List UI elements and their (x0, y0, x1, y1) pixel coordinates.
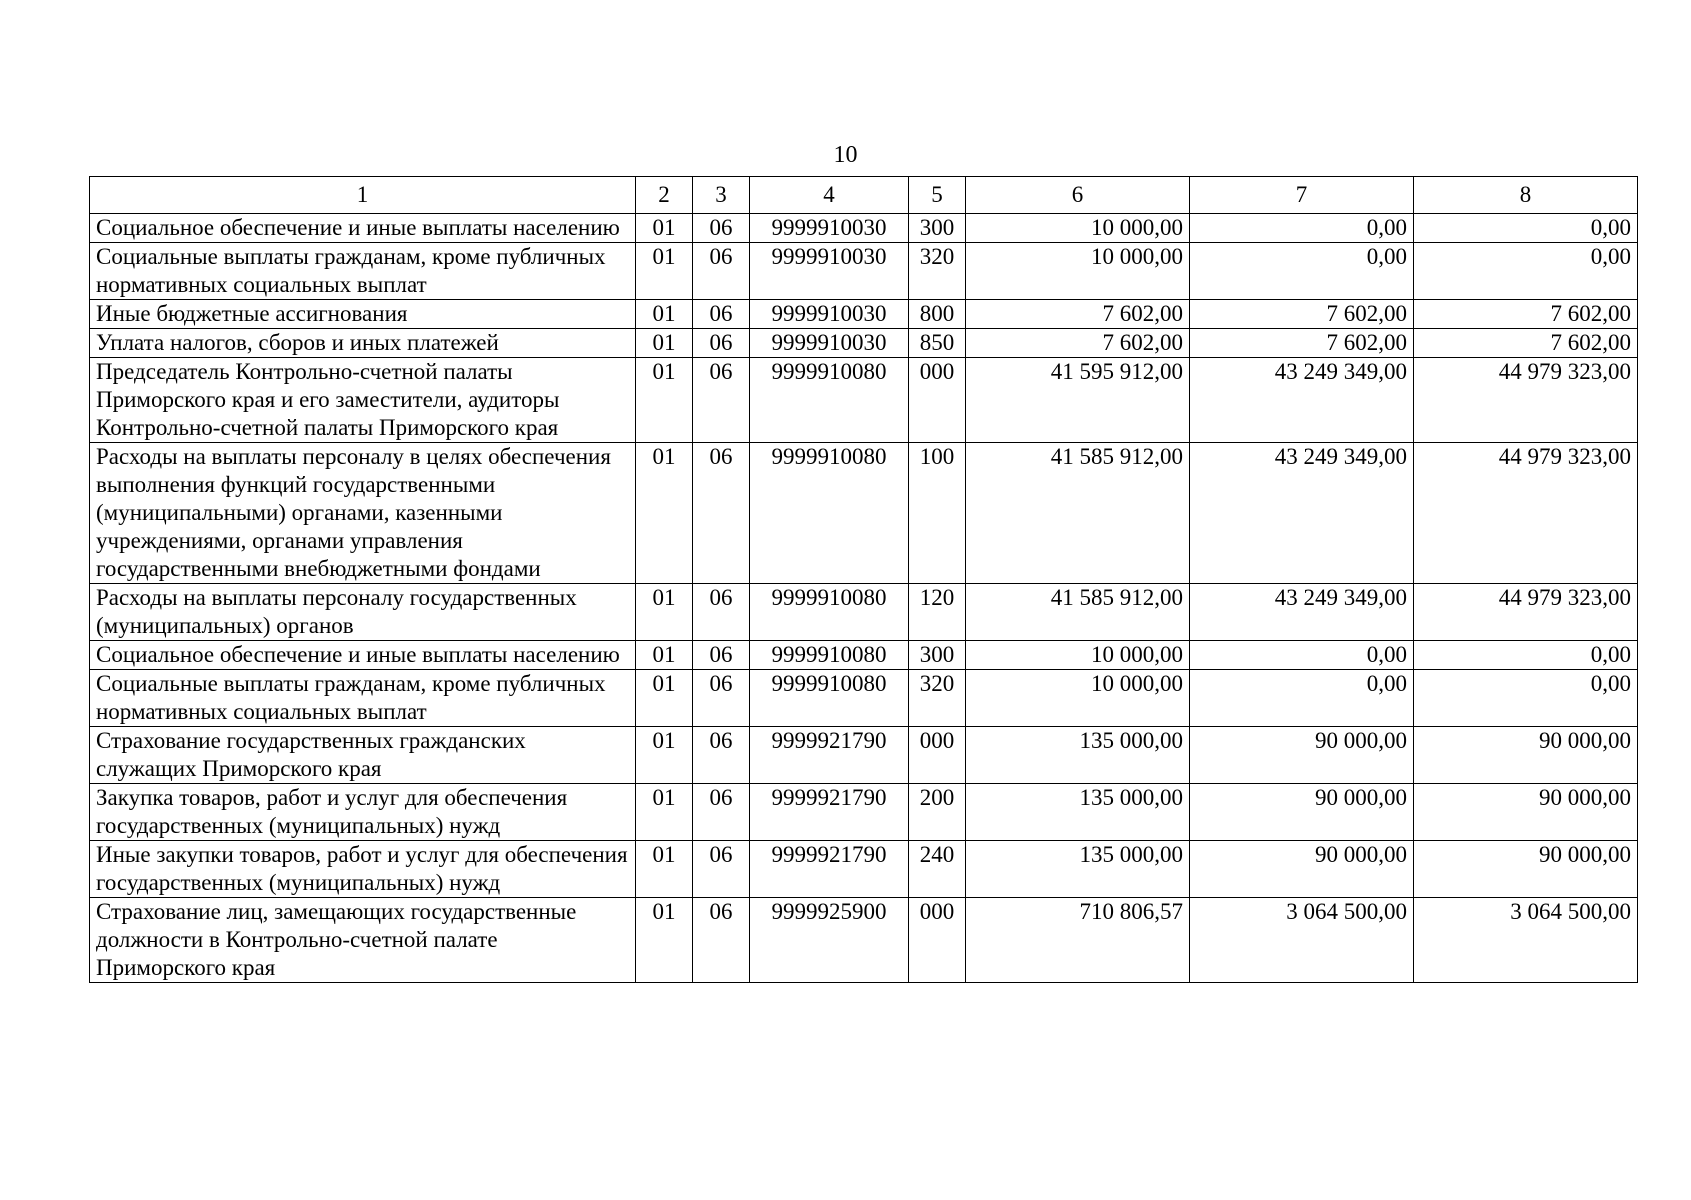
amount-col-8: 90 000,00 (1414, 727, 1638, 784)
target-article-code: 9999921790 (750, 841, 909, 898)
amount-col-7: 90 000,00 (1190, 784, 1414, 841)
target-article-code: 9999910080 (750, 670, 909, 727)
target-article-code: 9999921790 (750, 727, 909, 784)
amount-col-7: 43 249 349,00 (1190, 443, 1414, 584)
section-code: 01 (636, 358, 693, 443)
table-row (90, 641, 1638, 670)
item-name: Расходы на выплаты персоналу государственных (муниципальных) органов (90, 584, 636, 641)
subsection-code: 06 (693, 358, 750, 443)
expense-type-code: 000 (909, 898, 966, 983)
amount-col-8: 0,00 (1414, 243, 1638, 300)
item-name: Иные бюджетные ассигнования (90, 300, 636, 329)
amount-col-8: 90 000,00 (1414, 841, 1638, 898)
amount-col-8: 90 000,00 (1414, 784, 1638, 841)
header-cell: 1 (90, 177, 636, 214)
amount-col-8: 44 979 323,00 (1414, 584, 1638, 641)
header-cell: 3 (693, 177, 750, 214)
expense-type-code: 300 (909, 641, 966, 670)
table-row (90, 443, 1638, 584)
table-row (90, 898, 1638, 983)
amount-col-7: 0,00 (1190, 214, 1414, 243)
subsection-code: 06 (693, 329, 750, 358)
subsection-code: 06 (693, 641, 750, 670)
expense-type-code: 200 (909, 784, 966, 841)
section-code: 01 (636, 841, 693, 898)
amount-col-8: 7 602,00 (1414, 329, 1638, 358)
amount-col-6: 135 000,00 (966, 784, 1190, 841)
item-name: Социальное обеспечение и иные выплаты населению (90, 214, 636, 243)
section-code: 01 (636, 584, 693, 641)
subsection-code: 06 (693, 243, 750, 300)
header-cell: 7 (1190, 177, 1414, 214)
amount-col-8: 0,00 (1414, 214, 1638, 243)
amount-col-7: 7 602,00 (1190, 300, 1414, 329)
item-name: Уплата налогов, сборов и иных платежей (90, 329, 636, 358)
target-article-code: 9999910080 (750, 358, 909, 443)
section-code: 01 (636, 784, 693, 841)
target-article-code: 9999910030 (750, 300, 909, 329)
section-code: 01 (636, 329, 693, 358)
expense-type-code: 120 (909, 584, 966, 641)
subsection-code: 06 (693, 584, 750, 641)
amount-col-6: 7 602,00 (966, 329, 1190, 358)
item-name: Иные закупки товаров, работ и услуг для обеспечения государственных (муниципальных) нужд (90, 841, 636, 898)
target-article-code: 9999921790 (750, 784, 909, 841)
amount-col-6: 41 595 912,00 (966, 358, 1190, 443)
table-row (90, 727, 1638, 784)
target-article-code: 9999910080 (750, 443, 909, 584)
item-name: Социальные выплаты гражданам, кроме публичных нормативных социальных выплат (90, 243, 636, 300)
expense-type-code: 850 (909, 329, 966, 358)
section-code: 01 (636, 243, 693, 300)
expense-type-code: 320 (909, 670, 966, 727)
target-article-code: 9999910080 (750, 641, 909, 670)
target-article-code: 9999910080 (750, 584, 909, 641)
expense-type-code: 240 (909, 841, 966, 898)
amount-col-8: 3 064 500,00 (1414, 898, 1638, 983)
amount-col-7: 0,00 (1190, 641, 1414, 670)
subsection-code: 06 (693, 300, 750, 329)
item-name: Социальные выплаты гражданам, кроме публичных нормативных социальных выплат (90, 670, 636, 727)
expense-type-code: 320 (909, 243, 966, 300)
table-row (90, 243, 1638, 300)
table-row (90, 358, 1638, 443)
subsection-code: 06 (693, 670, 750, 727)
amount-col-6: 41 585 912,00 (966, 584, 1190, 641)
subsection-code: 06 (693, 443, 750, 584)
expense-type-code: 000 (909, 727, 966, 784)
amount-col-6: 10 000,00 (966, 641, 1190, 670)
expense-type-code: 000 (909, 358, 966, 443)
expense-type-code: 100 (909, 443, 966, 584)
item-name: Страхование лиц, замещающих государственные должности в Контрольно-счетной палате Приморского края (90, 898, 636, 983)
amount-col-7: 0,00 (1190, 243, 1414, 300)
table-row (90, 670, 1638, 727)
section-code: 01 (636, 214, 693, 243)
subsection-code: 06 (693, 214, 750, 243)
amount-col-6: 10 000,00 (966, 214, 1190, 243)
amount-col-6: 7 602,00 (966, 300, 1190, 329)
target-article-code: 9999910030 (750, 214, 909, 243)
item-name: Председатель Контрольно-счетной палаты Приморского края и его заместители, аудиторы Контрольно-счетной палаты Приморского края (90, 358, 636, 443)
table-row (90, 300, 1638, 329)
amount-col-8: 0,00 (1414, 641, 1638, 670)
amount-col-7: 3 064 500,00 (1190, 898, 1414, 983)
amount-col-7: 90 000,00 (1190, 727, 1414, 784)
item-name: Расходы на выплаты персоналу в целях обеспечения выполнения функций государственными (муниципальными) органами, казенными учреждениями, органами управления государственными внебюджетными фондами (90, 443, 636, 584)
amount-col-6: 135 000,00 (966, 841, 1190, 898)
header-cell: 5 (909, 177, 966, 214)
target-article-code: 9999925900 (750, 898, 909, 983)
target-article-code: 9999910030 (750, 243, 909, 300)
section-code: 01 (636, 641, 693, 670)
section-code: 01 (636, 300, 693, 329)
amount-col-6: 135 000,00 (966, 727, 1190, 784)
table-row (90, 784, 1638, 841)
section-code: 01 (636, 443, 693, 584)
amount-col-8: 7 602,00 (1414, 300, 1638, 329)
subsection-code: 06 (693, 898, 750, 983)
amount-col-6: 10 000,00 (966, 243, 1190, 300)
header-row (90, 177, 1638, 214)
amount-col-7: 43 249 349,00 (1190, 358, 1414, 443)
amount-col-6: 41 585 912,00 (966, 443, 1190, 584)
amount-col-8: 0,00 (1414, 670, 1638, 727)
expense-type-code: 800 (909, 300, 966, 329)
amount-col-8: 44 979 323,00 (1414, 443, 1638, 584)
subsection-code: 06 (693, 727, 750, 784)
header-cell: 6 (966, 177, 1190, 214)
page-number: 10 (833, 142, 858, 168)
amount-col-6: 10 000,00 (966, 670, 1190, 727)
subsection-code: 06 (693, 784, 750, 841)
amount-col-7: 0,00 (1190, 670, 1414, 727)
amount-col-7: 7 602,00 (1190, 329, 1414, 358)
header-cell: 8 (1414, 177, 1638, 214)
header-cell: 4 (750, 177, 909, 214)
item-name: Страхование государственных гражданских служащих Приморского края (90, 727, 636, 784)
section-code: 01 (636, 898, 693, 983)
expense-type-code: 300 (909, 214, 966, 243)
amount-col-6: 710 806,57 (966, 898, 1190, 983)
amount-col-8: 44 979 323,00 (1414, 358, 1638, 443)
item-name: Закупка товаров, работ и услуг для обеспечения государственных (муниципальных) нужд (90, 784, 636, 841)
budget-table (89, 176, 1638, 983)
amount-col-7: 90 000,00 (1190, 841, 1414, 898)
table-body (90, 214, 1638, 983)
table-row (90, 584, 1638, 641)
table-row (90, 329, 1638, 358)
table-row (90, 841, 1638, 898)
item-name: Социальное обеспечение и иные выплаты населению (90, 641, 636, 670)
subsection-code: 06 (693, 841, 750, 898)
header-cell: 2 (636, 177, 693, 214)
section-code: 01 (636, 670, 693, 727)
amount-col-7: 43 249 349,00 (1190, 584, 1414, 641)
target-article-code: 9999910030 (750, 329, 909, 358)
section-code: 01 (636, 727, 693, 784)
table-row (90, 214, 1638, 243)
